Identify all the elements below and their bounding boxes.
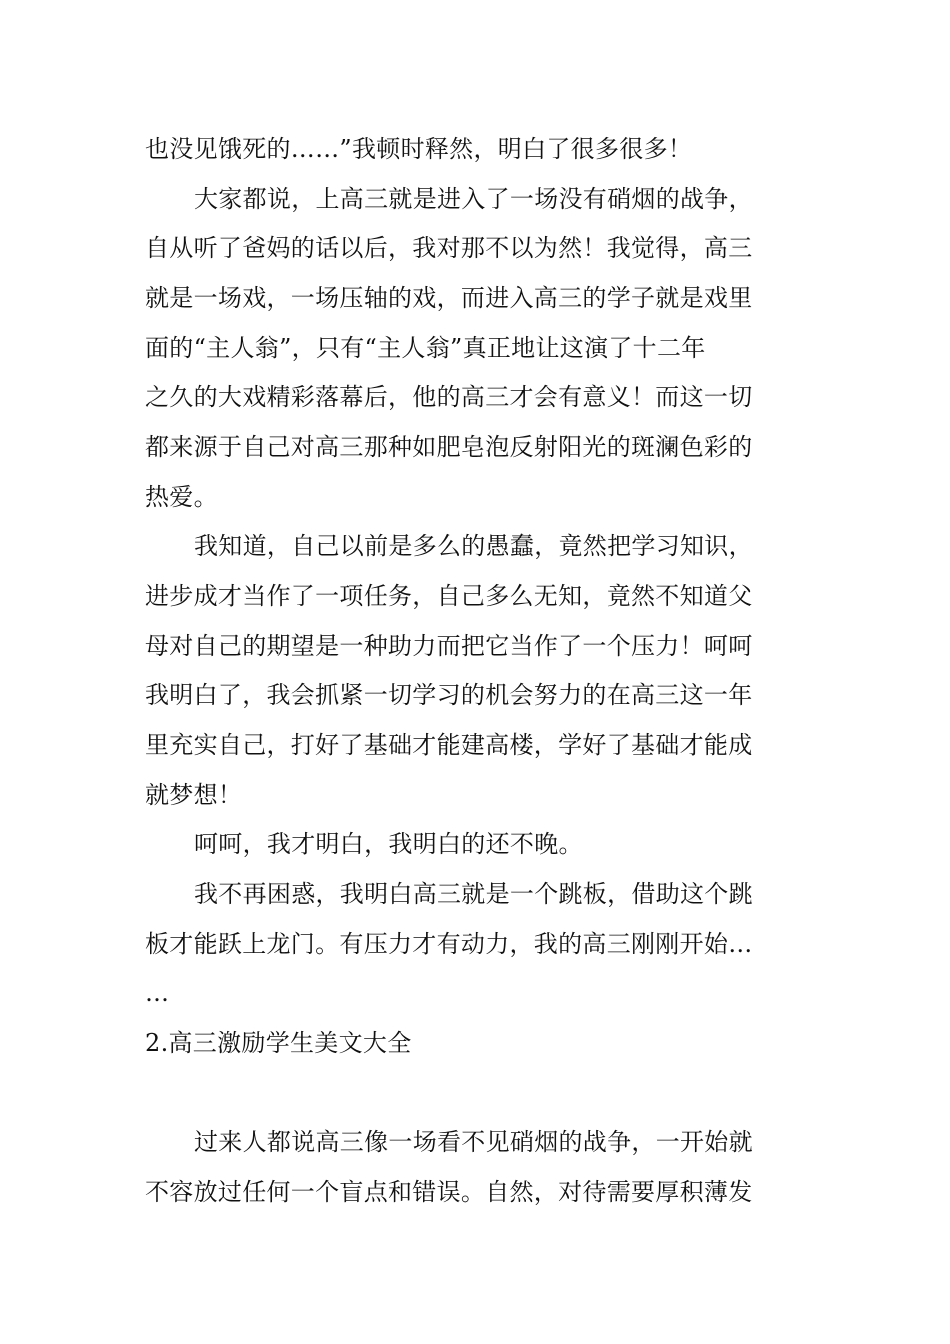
section-heading: 2.高三激励学生美文大全: [145, 1029, 412, 1057]
text-line: 热爱。: [145, 483, 218, 511]
paragraph-start: 呵呵，我才明白，我明白的还不晚。: [194, 830, 583, 858]
text-line: 之久的大戏精彩落幕后，他的高三才会有意义！而这一切: [145, 383, 753, 411]
text-line: 也没见饿死的……”我顿时释然，明白了很多很多！: [145, 135, 693, 163]
text-line: 面的“主人翁”，只有“主人翁”真正地让这演了十二年: [145, 334, 706, 362]
text-line: 都来源于自己对高三那种如肥皂泡反射阳光的斑澜色彩的: [145, 433, 753, 461]
text-line: 进步成才当作了一项任务，自己多么无知，竟然不知道父: [145, 582, 753, 610]
paragraph-start: 我知道，自己以前是多么的愚蠢，竟然把学习知识，: [194, 532, 753, 560]
text-line: 里充实自己，打好了基础才能建高楼，学好了基础才能成: [145, 731, 753, 759]
paragraph-start: 我不再困惑，我明白高三就是一个跳板，借助这个跳: [194, 880, 753, 908]
text-line: …: [145, 979, 170, 1007]
text-line: 就梦想！: [145, 781, 243, 809]
text-line: 不容放过任何一个盲点和错误。自然，对待需要厚积薄发: [145, 1178, 753, 1206]
paragraph-start: 过来人都说高三像一场看不见硝烟的战争，一开始就: [194, 1128, 753, 1156]
text-line: 自从听了爸妈的话以后，我对那不以为然！我觉得，高三: [145, 234, 753, 262]
paragraph-start: 大家都说，上高三就是进入了一场没有硝烟的战争，: [194, 185, 753, 213]
text-line: 板才能跃上龙门。有压力才有动力，我的高三刚刚开始…: [145, 930, 753, 958]
text-line: 母对自己的期望是一种助力而把它当作了一个压力！呵呵: [145, 632, 753, 660]
text-line: 我明白了，我会抓紧一切学习的机会努力的在高三这一年: [145, 681, 753, 709]
text-line: 就是一场戏，一场压轴的戏，而进入高三的学子就是戏里: [145, 284, 753, 312]
